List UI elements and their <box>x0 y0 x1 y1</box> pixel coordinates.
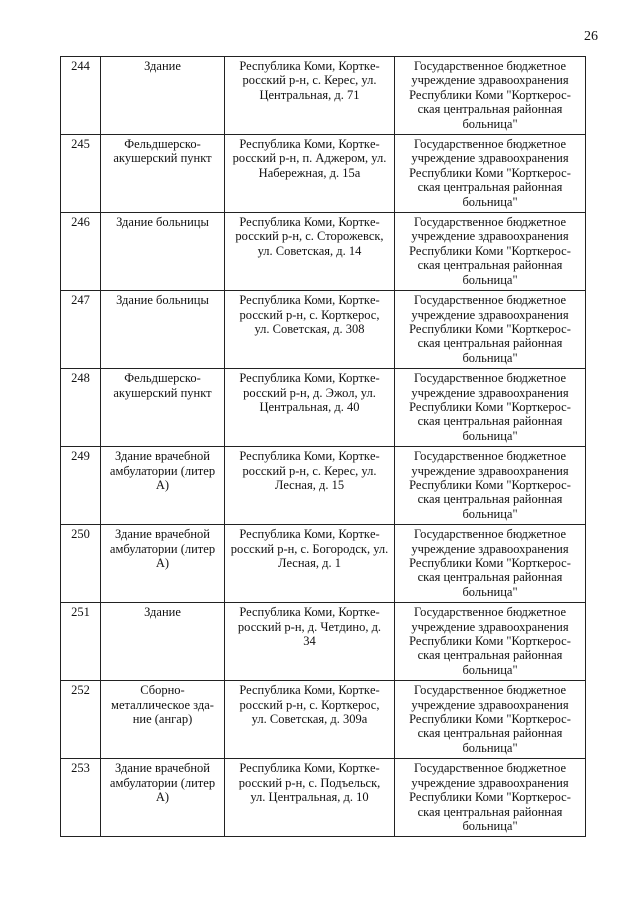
table-row <box>61 759 586 837</box>
row-number-cell: 247 <box>61 291 101 369</box>
address-cell: Республика Коми, Корткe- росский р-н, с. Подъельск, ул. Центральная, д. 10 <box>225 759 395 837</box>
address-cell: Республика Коми, Корткe- росский р-н, с. Керес, ул. Лесная, д. 15 <box>225 447 395 525</box>
object-name-cell: Сборно- металлическое зда- ние (ангар) <box>101 681 225 759</box>
holder-cell: Государственное бюджетное учреждение здравоохранения Республики Коми "Корткерос- ская центральная районная больница" <box>395 291 586 369</box>
object-name-cell: Здание врачебной амбулатории (литер А) <box>101 525 225 603</box>
table-row <box>61 135 586 213</box>
registry-body <box>61 57 586 837</box>
table-row <box>61 447 586 525</box>
holder-cell: Государственное бюджетное учреждение здравоохранения Республики Коми "Корткерос- ская центральная районная больница" <box>395 57 586 135</box>
holder-cell: Государственное бюджетное учреждение здравоохранения Республики Коми "Корткерос- ская центральная районная больница" <box>395 135 586 213</box>
table-row <box>61 213 586 291</box>
table-row <box>61 603 586 681</box>
row-number-cell: 250 <box>61 525 101 603</box>
object-name-cell: Здание врачебной амбулатории (литер А) <box>101 447 225 525</box>
address-cell: Республика Коми, Корткe- росский р-н, д. Четдино, д. 34 <box>225 603 395 681</box>
row-number-cell: 244 <box>61 57 101 135</box>
object-name-cell: Здание больницы <box>101 213 225 291</box>
address-cell: Республика Коми, Корткe- росский р-н, с. Корткерос, ул. Советская, д. 309а <box>225 681 395 759</box>
address-cell: Республика Коми, Корткe- росский р-н, д. Эжол, ул. Центральная, д. 40 <box>225 369 395 447</box>
holder-cell: Государственное бюджетное учреждение здравоохранения Республики Коми "Корткерос- ская центральная районная больница" <box>395 447 586 525</box>
row-number-cell: 253 <box>61 759 101 837</box>
row-number-cell: 251 <box>61 603 101 681</box>
table-row <box>61 57 586 135</box>
table-row <box>61 369 586 447</box>
object-name-cell: Фельдшерско- акушерский пункт <box>101 369 225 447</box>
holder-cell: Государственное бюджетное учреждение здравоохранения Республики Коми "Корткерос- ская центральная районная больница" <box>395 525 586 603</box>
table-row <box>61 291 586 369</box>
row-number-cell: 249 <box>61 447 101 525</box>
address-cell: Республика Коми, Корткe- росский р-н, с. Богородск, ул. Лесная, д. 1 <box>225 525 395 603</box>
holder-cell: Государственное бюджетное учреждение здравоохранения Республики Коми "Корткерос- ская центральная районная больница" <box>395 759 586 837</box>
address-cell: Республика Коми, Корткe- росский р-н, с. Корткерос, ул. Советская, д. 308 <box>225 291 395 369</box>
page-number: 26 <box>584 29 598 44</box>
holder-cell: Государственное бюджетное учреждение здравоохранения Республики Коми "Корткерос- ская центральная районная больница" <box>395 213 586 291</box>
address-cell: Республика Коми, Корткe- росский р-н, п. Аджером, ул. Набережная, д. 15а <box>225 135 395 213</box>
holder-cell: Государственное бюджетное учреждение здравоохранения Республики Коми "Корткерос- ская центральная районная больница" <box>395 603 586 681</box>
address-cell: Республика Коми, Корткe- росский р-н, с. Керес, ул. Центральная, д. 71 <box>225 57 395 135</box>
row-number-cell: 252 <box>61 681 101 759</box>
row-number-cell: 245 <box>61 135 101 213</box>
row-number-cell: 246 <box>61 213 101 291</box>
property-registry-table <box>60 56 586 837</box>
object-name-cell: Здание врачебной амбулатории (литер А) <box>101 759 225 837</box>
object-name-cell: Фельдшерско- акушерский пункт <box>101 135 225 213</box>
object-name-cell: Здание <box>101 603 225 681</box>
row-number-cell: 248 <box>61 369 101 447</box>
holder-cell: Государственное бюджетное учреждение здравоохранения Республики Коми "Корткерос- ская центральная районная больница" <box>395 681 586 759</box>
table-row <box>61 525 586 603</box>
object-name-cell: Здание больницы <box>101 291 225 369</box>
table-row <box>61 681 586 759</box>
holder-cell: Государственное бюджетное учреждение здравоохранения Республики Коми "Корткерос- ская центральная районная больница" <box>395 369 586 447</box>
object-name-cell: Здание <box>101 57 225 135</box>
address-cell: Республика Коми, Корткe- росский р-н, с. Сторожевск, ул. Советская, д. 14 <box>225 213 395 291</box>
